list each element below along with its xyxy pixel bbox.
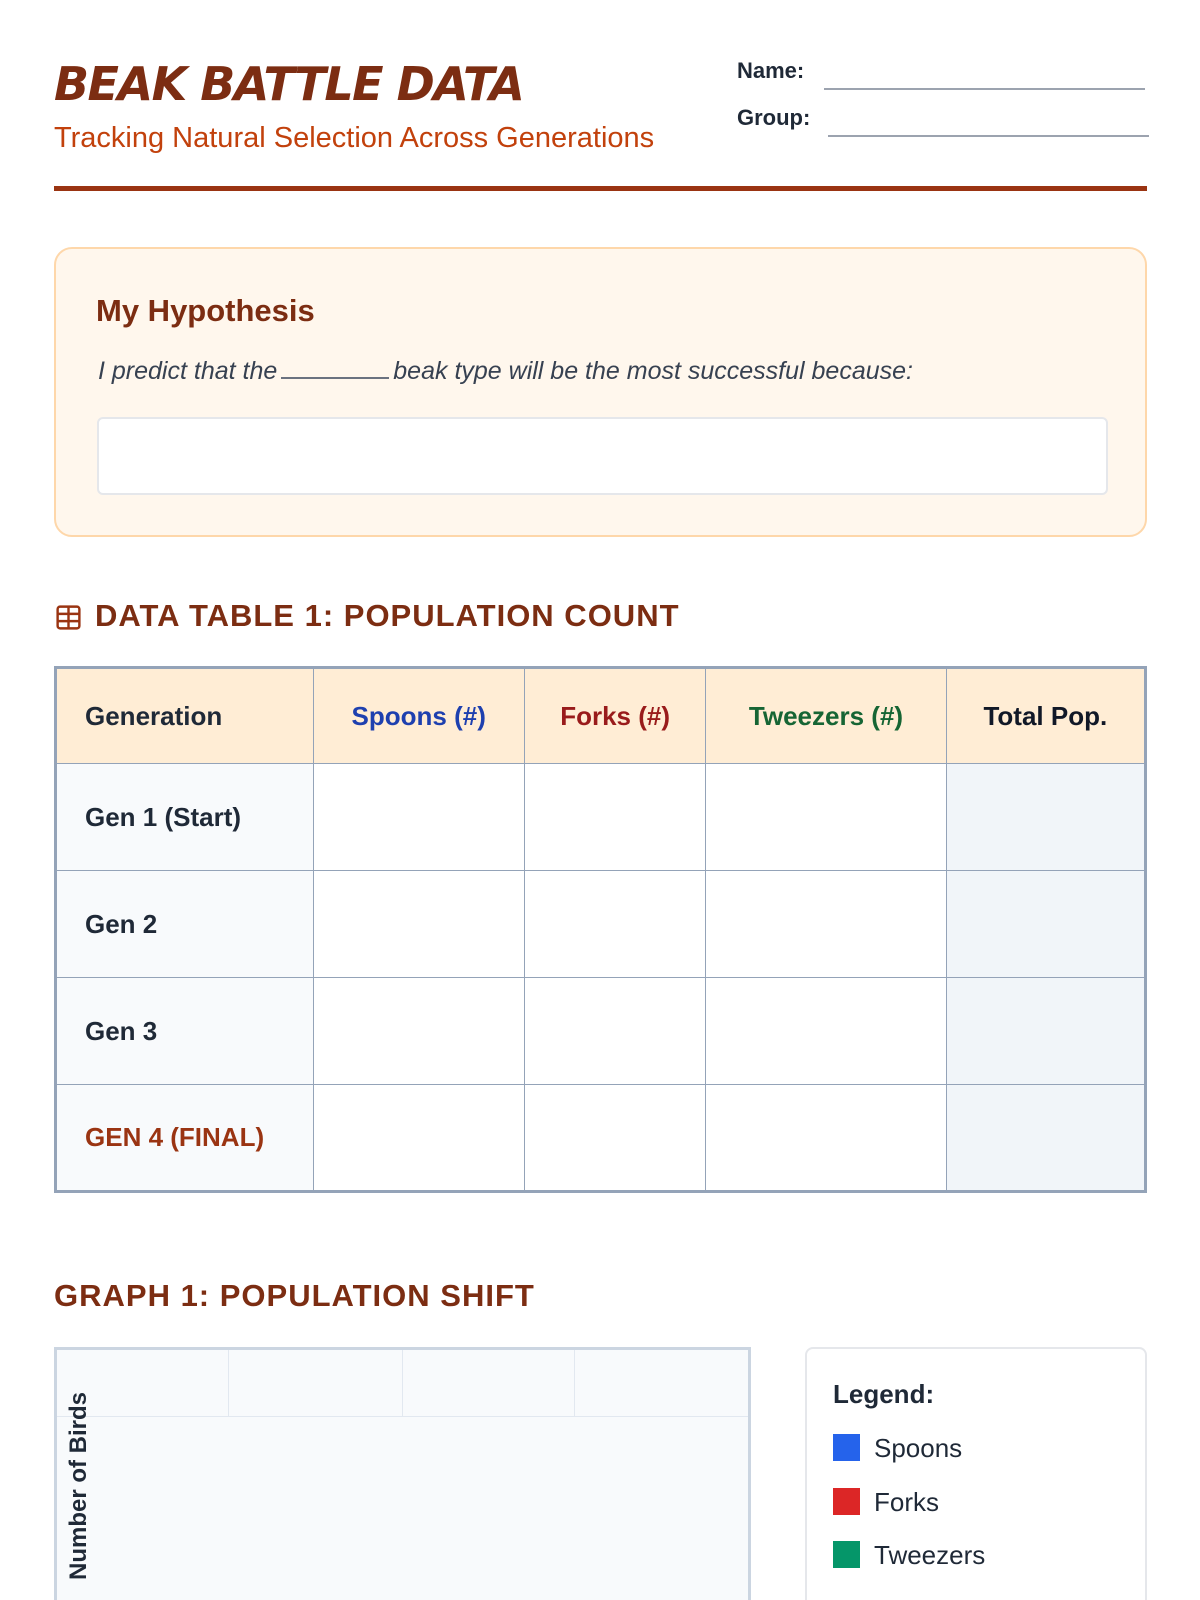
col-generation: Generation	[56, 668, 314, 764]
row-label: Gen 1 (Start)	[56, 764, 314, 871]
table1-title: DATA TABLE 1: POPULATION COUNT	[95, 598, 680, 633]
spoons-cell[interactable]	[313, 1085, 524, 1192]
table-icon	[54, 603, 83, 632]
header-divider	[54, 186, 1147, 191]
hypothesis-prompt-start: I predict that the	[98, 357, 278, 385]
legend-label: Tweezers	[874, 1540, 986, 1570]
name-label: Name:	[737, 58, 805, 83]
spoons-cell[interactable]	[313, 871, 524, 978]
tweezers-cell[interactable]	[706, 764, 946, 871]
legend-item-forks	[833, 1487, 939, 1518]
spoons-cell[interactable]	[313, 764, 524, 871]
row-label: Gen 3	[56, 978, 314, 1085]
hypothesis-answer-box[interactable]	[97, 417, 1108, 495]
hypothesis-prompt	[98, 355, 913, 386]
forks-cell[interactable]	[524, 978, 705, 1085]
forks-cell[interactable]	[524, 1085, 705, 1192]
hypothesis-prompt-end: beak type will be the most successful because:	[393, 357, 913, 385]
name-field[interactable]	[737, 56, 1147, 90]
page-title: BEAK BATTLE DATA	[54, 57, 524, 111]
col-forks: Forks (#)	[524, 668, 705, 764]
total-cell[interactable]	[946, 871, 1145, 978]
legend-item-spoons	[833, 1433, 962, 1464]
spoons-swatch	[833, 1434, 860, 1461]
hypothesis-card	[54, 247, 1147, 537]
graph-gridline	[228, 1350, 229, 1416]
forks-cell[interactable]	[524, 764, 705, 871]
graph-gridline	[402, 1350, 403, 1416]
legend-heading: Legend:	[833, 1379, 935, 1409]
hypothesis-heading: My Hypothesis	[96, 293, 315, 328]
name-line[interactable]	[824, 88, 1145, 90]
legend-label: Forks	[874, 1487, 939, 1517]
tweezers-cell[interactable]	[706, 978, 946, 1085]
forks-cell[interactable]	[524, 871, 705, 978]
table-header-row	[56, 668, 1146, 764]
graph1-heading: GRAPH 1: POPULATION SHIFT	[54, 1278, 535, 1313]
group-label: Group:	[737, 105, 811, 130]
graph-y-axis-label: Number of Birds	[65, 1391, 92, 1580]
beak-type-blank[interactable]	[281, 355, 389, 379]
group-line[interactable]	[828, 135, 1149, 137]
legend-label: Spoons	[874, 1433, 963, 1463]
table-row	[56, 978, 1146, 1085]
spoons-cell[interactable]	[313, 978, 524, 1085]
population-graph-area[interactable]	[54, 1347, 751, 1600]
col-spoons: Spoons (#)	[313, 668, 524, 764]
tweezers-swatch	[833, 1541, 860, 1568]
table-row	[56, 764, 1146, 871]
table-row	[56, 871, 1146, 978]
table-row	[56, 1085, 1146, 1192]
row-label: GEN 4 (FINAL)	[56, 1085, 314, 1192]
graph-legend	[805, 1347, 1147, 1600]
graph-gridline	[57, 1416, 748, 1417]
total-cell[interactable]	[946, 1085, 1145, 1192]
population-table	[54, 666, 1147, 1193]
group-field[interactable]	[737, 103, 1147, 137]
tweezers-cell[interactable]	[706, 1085, 946, 1192]
col-total: Total Pop.	[946, 668, 1145, 764]
tweezers-cell[interactable]	[706, 871, 946, 978]
total-cell[interactable]	[946, 978, 1145, 1085]
col-tweezers: Tweezers (#)	[706, 668, 946, 764]
row-label: Gen 2	[56, 871, 314, 978]
page-subtitle: Tracking Natural Selection Across Generations	[54, 122, 655, 154]
table1-heading	[54, 598, 680, 634]
legend-item-tweezers	[833, 1540, 985, 1571]
forks-swatch	[833, 1488, 860, 1515]
worksheet-header	[54, 56, 1147, 196]
total-cell[interactable]	[946, 764, 1145, 871]
graph-gridline	[574, 1350, 575, 1416]
